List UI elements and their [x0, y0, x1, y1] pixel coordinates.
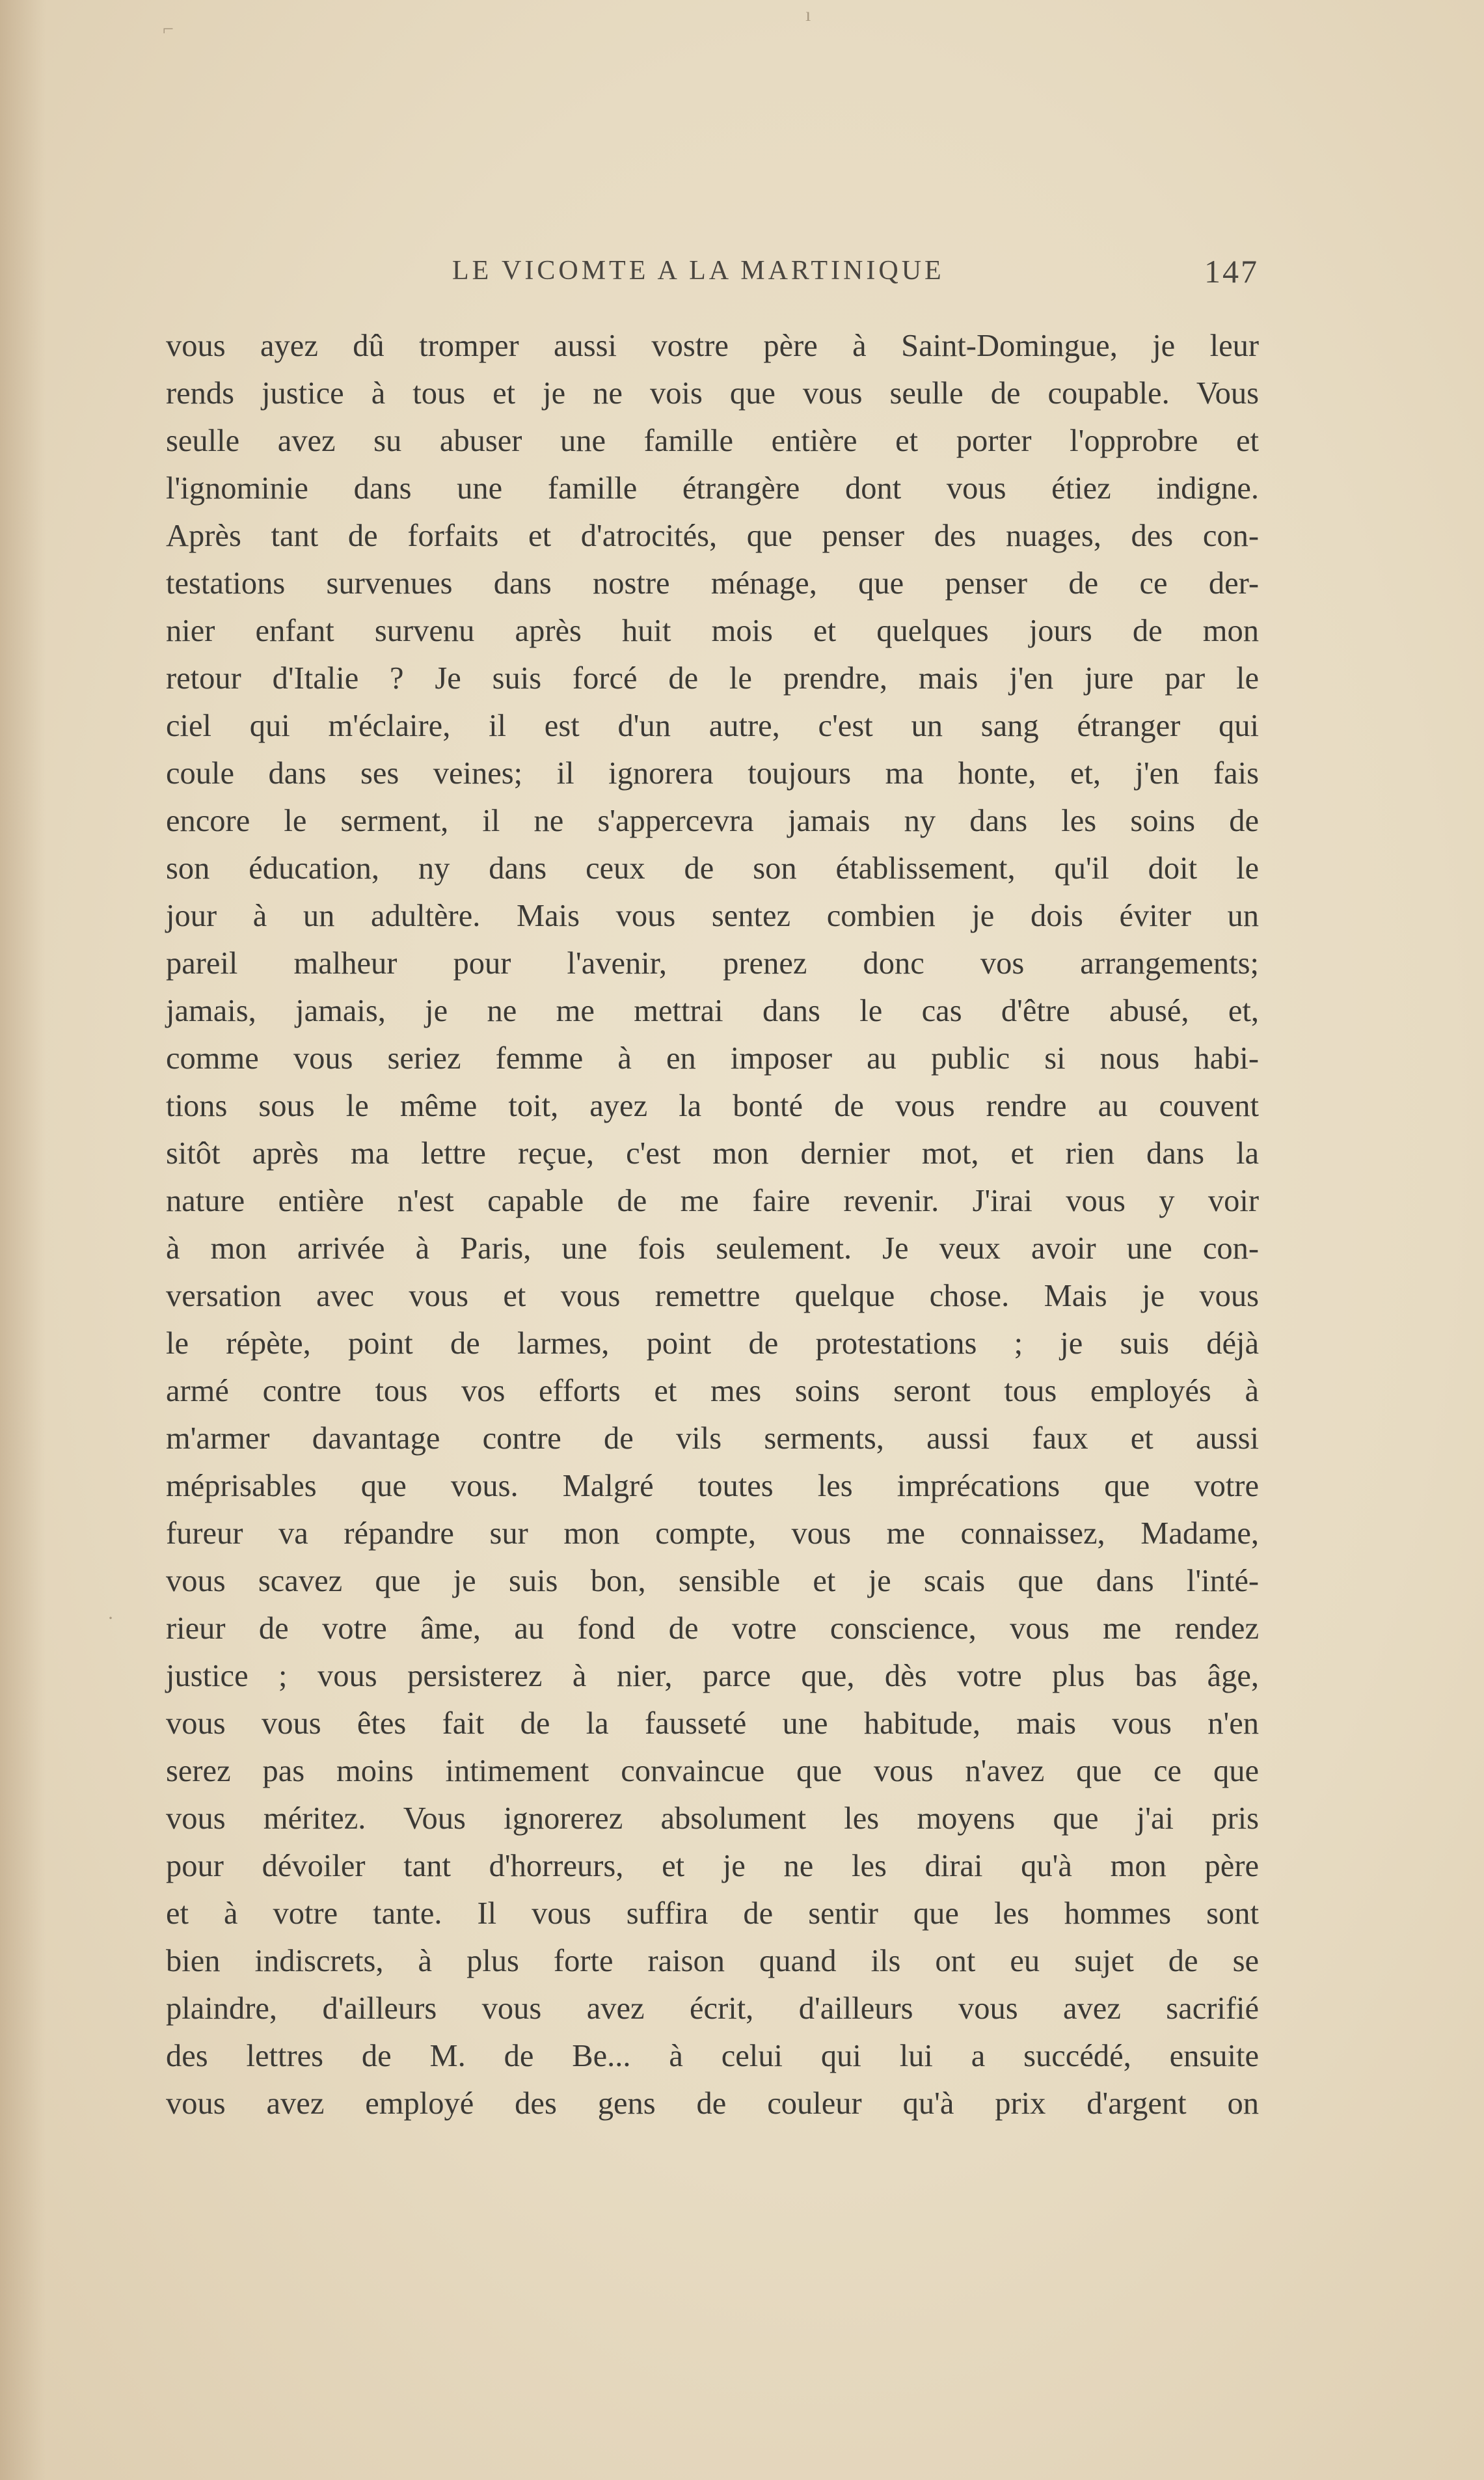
scratch-mark: ı: [805, 4, 811, 25]
text-line: rieur de votre âme, au fond de votre conscience, vous me rendez: [166, 1611, 1259, 1646]
text-line: m'armer davantage contre de vils serments, aussi faux et aussi: [166, 1421, 1259, 1456]
text-line: fureur va répandre sur mon compte, vous me connaissez, Madame,: [166, 1516, 1259, 1551]
ink-dot: ·: [107, 1607, 114, 1629]
text-line: vous vous êtes fait de la fausseté une habitude, mais vous n'en: [166, 1706, 1259, 1741]
text-line: pareil malheur pour l'avenir, prenez donc vos arrangements;: [166, 946, 1259, 981]
text-line: jour à un adultère. Mais vous sentez combien je dois éviter un: [166, 899, 1259, 933]
text-line: ciel qui m'éclaire, il est d'un autre, c'est un sang étranger qui: [166, 709, 1259, 743]
text-line: à mon arrivée à Paris, une fois seulement. Je veux avoir une con-: [166, 1231, 1259, 1266]
text-line: nature entière n'est capable de me faire revenir. J'irai vous y voir: [166, 1184, 1259, 1218]
text-line: nier enfant survenu après huit mois et quelques jours de mon: [166, 614, 1259, 648]
text-line: sitôt après ma lettre reçue, c'est mon dernier mot, et rien dans la: [166, 1136, 1259, 1171]
text-line: bien indiscrets, à plus forte raison quand ils ont eu sujet de se: [166, 1944, 1259, 1978]
text-line: vous méritez. Vous ignorerez absolument les moyens que j'ai pris: [166, 1801, 1259, 1836]
text-line: rends justice à tous et je ne vois que vous seulle de coupable. Vous: [166, 376, 1259, 411]
text-line: seulle avez su abuser une famille entière et porter l'opprobre et: [166, 424, 1259, 458]
text-line: plaindre, d'ailleurs vous avez écrit, d'ailleurs vous avez sacrifié: [166, 1991, 1259, 2026]
page-number: 147: [1204, 253, 1259, 290]
text-line: l'ignominie dans une famille étrangère dont vous étiez indigne.: [166, 471, 1259, 506]
text-line: méprisables que vous. Malgré toutes les imprécations que votre: [166, 1469, 1259, 1503]
page-header: [166, 255, 1259, 294]
text-line: coule dans ses veines; il ignorera toujours ma honte, et, j'en fais: [166, 756, 1259, 791]
text-line: retour d'Italie ? Je suis forcé de le prendre, mais j'en jure par le: [166, 661, 1259, 696]
text-line: vous avez employé des gens de couleur qu'à prix d'argent on: [166, 2086, 1259, 2121]
text-line: Après tant de forfaits et d'atrocités, que penser des nuages, des con-: [166, 519, 1259, 553]
text-line: des lettres de M. de Be... à celui qui lui a succédé, ensuite: [166, 2039, 1259, 2073]
text-line: comme vous seriez femme à en imposer au public si nous habi-: [166, 1041, 1259, 1076]
text-line: vous ayez dû tromper aussi vostre père à Saint-Domingue, je leur: [166, 329, 1259, 363]
text-line: jamais, jamais, je ne me mettrai dans le cas d'être abusé, et,: [166, 994, 1259, 1028]
scratch-mark: ⌐: [163, 18, 174, 40]
text-line: versation avec vous et vous remettre quelque chose. Mais je vous: [166, 1279, 1259, 1313]
text-line: tions sous le même toit, ayez la bonté de vous rendre au couvent: [166, 1089, 1259, 1123]
text-line: vous scavez que je suis bon, sensible et je scais que dans l'inté-: [166, 1564, 1259, 1598]
text-line: testations survenues dans nostre ménage, que penser de ce der-: [166, 566, 1259, 601]
text-line: encore le serment, il ne s'appercevra jamais ny dans les soins de: [166, 804, 1259, 838]
text-line: justice ; vous persisterez à nier, parce que, dès votre plus bas âge,: [166, 1659, 1259, 1693]
text-line: serez pas moins intimement convaincue que vous n'avez que ce que: [166, 1754, 1259, 1788]
text-line: pour dévoiler tant d'horreurs, et je ne les dirai qu'à mon père: [166, 1849, 1259, 1883]
text-line: armé contre tous vos efforts et mes soins seront tous employés à: [166, 1374, 1259, 1408]
text-line: son éducation, ny dans ceux de son établissement, qu'il doit le: [166, 851, 1259, 886]
running-title: LE VICOMTE A LA MARTINIQUE: [452, 256, 945, 286]
text-line: et à votre tante. Il vous suffira de sentir que les hommes sont: [166, 1896, 1259, 1931]
text-line: le répète, point de larmes, point de protestations ; je suis déjà: [166, 1326, 1259, 1361]
body-text: [166, 322, 1259, 2127]
